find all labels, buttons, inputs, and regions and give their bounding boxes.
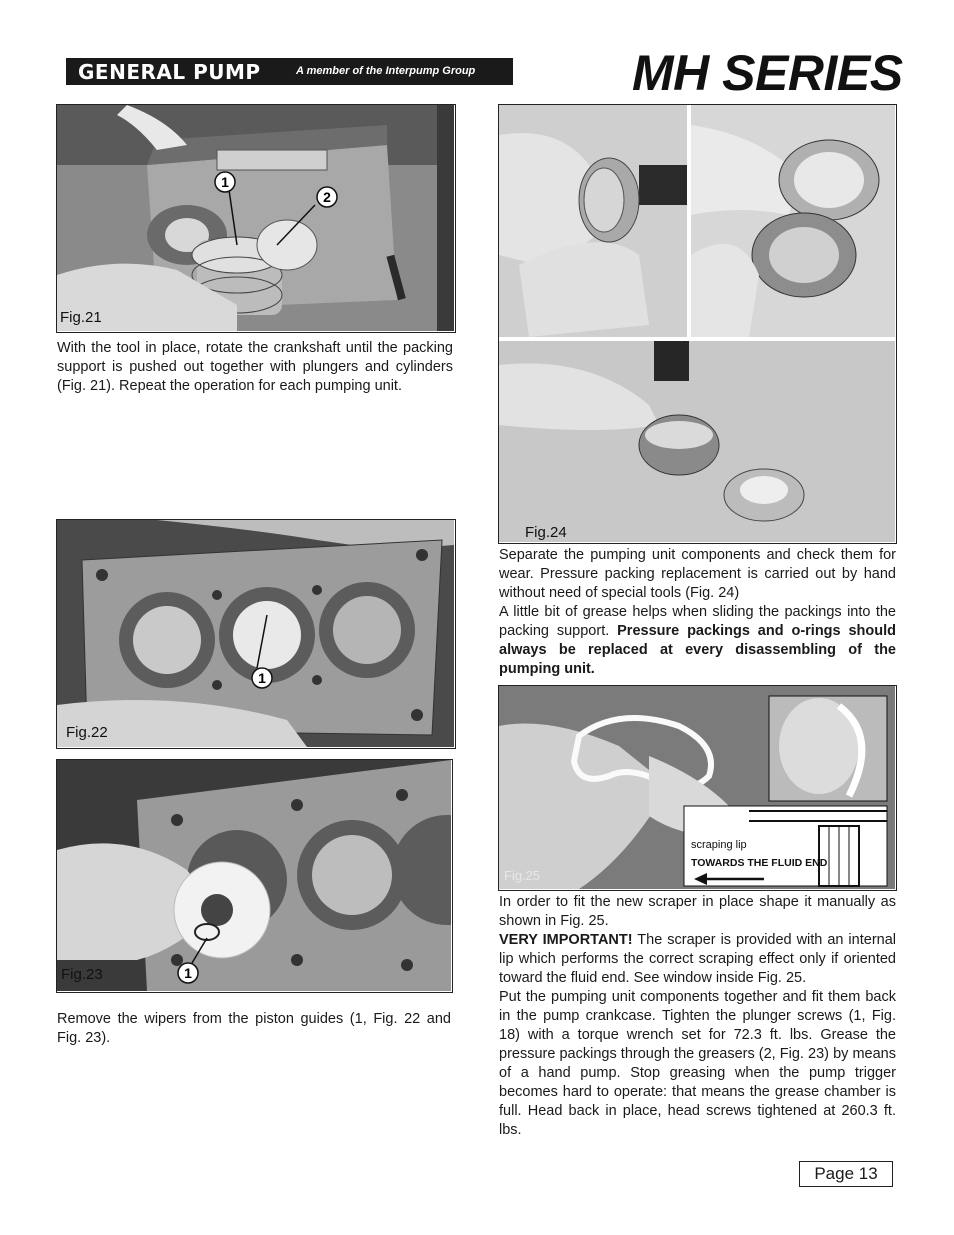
fig22-label: Fig.22 bbox=[66, 724, 108, 741]
fig24-text bbox=[499, 546, 896, 679]
fig25-paragraph-2-text: The scraper is provided with an internal lip which performs the correct scraping effect only if oriented toward the fluid end. See window inside Fig. 25. bbox=[499, 932, 896, 986]
fig25-inset-direction: TOWARDS THE FLUID END bbox=[691, 857, 828, 869]
fig24-paragraph-2 bbox=[499, 603, 896, 679]
page-number: Page 13 bbox=[799, 1161, 893, 1187]
fig24-paragraph-1: Separate the pumping unit components and check them for wear. Pressure packing replacement is carried out by hand without need of special tools (Fig. 24) bbox=[499, 547, 896, 601]
fig23-text: Remove the wipers from the piston guides (1, Fig. 22 and Fig. 23). bbox=[57, 1011, 451, 1046]
fig24-photo bbox=[498, 104, 897, 544]
fig25-paragraph-3: Put the pumping unit components together and fit them back in the pump crankcase. Tighten the plunger screws (1, Fig. 18) with a torque wrench set for 72.3 ft. lbs. Grease the pressure packings through the greasers (2, Fig. 23) by means of a hand pump. Stop greasing when the pump trigger becomes hard to operate: that means the grease chamber is full. Head back in place, head screws tightened at 260.3 ft. lbs. bbox=[499, 989, 896, 1138]
fig25-text bbox=[499, 893, 896, 1140]
brand-tagline: A member of the Interpump Group bbox=[296, 65, 476, 77]
fig25-label: Fig.25 bbox=[504, 868, 541, 883]
fig25-photo bbox=[498, 685, 897, 891]
fig21-photo bbox=[56, 104, 456, 333]
fig21-callout-2: 2 bbox=[323, 189, 331, 205]
brand-bar bbox=[66, 58, 513, 85]
fig25-inset-label: scraping lip bbox=[691, 839, 747, 851]
fig23-callout-1: 1 bbox=[184, 965, 192, 981]
fig22-photo bbox=[56, 519, 456, 749]
fig25-paragraph-1: In order to fit the new scraper in place shape it manually as shown in Fig. 25. bbox=[499, 894, 896, 929]
fig23-label: Fig.23 bbox=[61, 966, 103, 983]
series-title: MH SERIES bbox=[632, 45, 903, 101]
fig24-paragraph-2-bold: Pressure packings and o-rings should always be replaced at every disassembling of the pumping unit. bbox=[499, 623, 896, 677]
fig21-callout-1: 1 bbox=[221, 174, 229, 190]
fig21-text: With the tool in place, rotate the crankshaft until the packing support is pushed out together with plungers and cylinders (Fig. 21). Repeat the operation for each pumping unit. bbox=[57, 340, 453, 394]
fig22-callout-1: 1 bbox=[258, 670, 266, 686]
fig23-photo bbox=[56, 759, 453, 993]
fig24-paragraph-2-text: A little bit of grease helps when sliding the packings into the packing support. bbox=[499, 604, 896, 639]
fig25-paragraph-2-bold: VERY IMPORTANT! bbox=[499, 932, 633, 948]
fig24-label: Fig.24 bbox=[525, 524, 567, 541]
fig21-label: Fig.21 bbox=[60, 309, 102, 326]
brand-name: GENERAL PUMP bbox=[78, 60, 261, 84]
fig25-paragraph-2 bbox=[499, 931, 896, 988]
